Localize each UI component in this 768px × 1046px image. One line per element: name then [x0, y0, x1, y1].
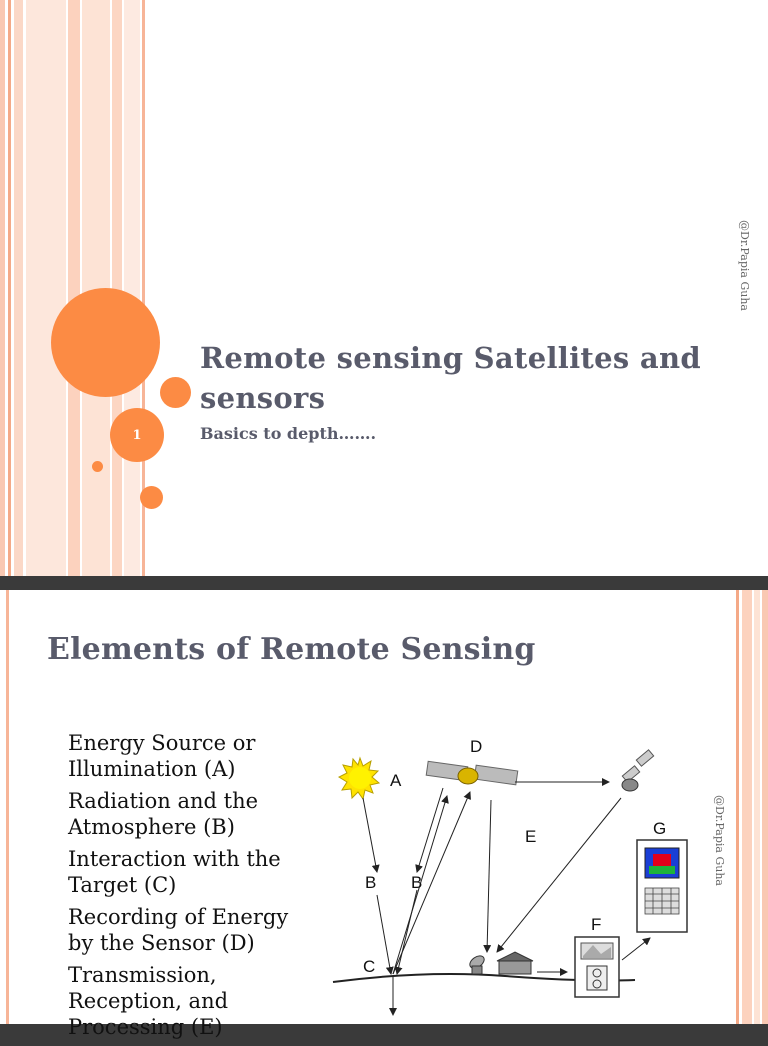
- decor-stripe: [742, 590, 752, 1024]
- satellite-icon: [426, 761, 518, 785]
- slide-title: Elements of Remote Sensing: [47, 632, 536, 667]
- label-e: E: [525, 827, 537, 846]
- decor-circle: [51, 288, 160, 397]
- relay-satellite-icon: [622, 750, 654, 791]
- list-item-text: Recording of Energy by the Sensor (D): [68, 905, 289, 955]
- list-item: [40, 788, 310, 840]
- ground-station-icon: [468, 952, 533, 974]
- list-item: [40, 962, 310, 1040]
- decor-stripe: [754, 590, 760, 1024]
- slide-subtitle: Basics to depth…….: [200, 424, 377, 443]
- list-item: [40, 904, 310, 956]
- elements-list: [40, 730, 310, 1046]
- decor-circle: [92, 461, 103, 472]
- decor-stripe: [8, 0, 11, 576]
- decor-stripe: [0, 0, 5, 576]
- label-c: C: [363, 957, 376, 976]
- decor-stripe: [26, 0, 66, 576]
- list-item: [40, 846, 310, 898]
- decor-stripe: [6, 590, 9, 1024]
- author-credit: @Dr.Papia Guha: [713, 795, 726, 886]
- decor-circle: [140, 486, 163, 509]
- list-item: [40, 730, 310, 782]
- label-b: B: [365, 873, 377, 892]
- label-d: D: [470, 737, 483, 756]
- application-icon: [637, 840, 687, 932]
- list-item-text: Transmission, Reception, and Processing (E): [68, 963, 229, 1039]
- remote-sensing-diagram: [305, 730, 705, 1030]
- decor-circle: [160, 377, 191, 408]
- author-credit: @Dr.Papia Guha: [738, 220, 751, 311]
- decor-stripe: [736, 590, 739, 1024]
- list-item-text: Radiation and the Atmosphere (B): [68, 789, 259, 839]
- decor-stripe: [68, 0, 80, 576]
- content-slide: [0, 590, 768, 1039]
- slide-number: 1: [110, 408, 164, 462]
- slide-title: Remote sensing Satellites and sensors: [200, 341, 701, 415]
- decor-stripe: [762, 590, 768, 1024]
- decor-stripe: [124, 0, 140, 576]
- sun-icon: [339, 758, 379, 799]
- label-b: B: [411, 873, 423, 892]
- list-item-text: Interaction with the Target (C): [68, 847, 281, 897]
- label-f: F: [591, 915, 602, 934]
- label-g: G: [653, 819, 667, 838]
- decor-stripe: [14, 0, 23, 576]
- processing-icon: [575, 937, 619, 997]
- list-item-text: Energy Source or Illumination (A): [68, 731, 256, 781]
- label-a: A: [390, 771, 402, 790]
